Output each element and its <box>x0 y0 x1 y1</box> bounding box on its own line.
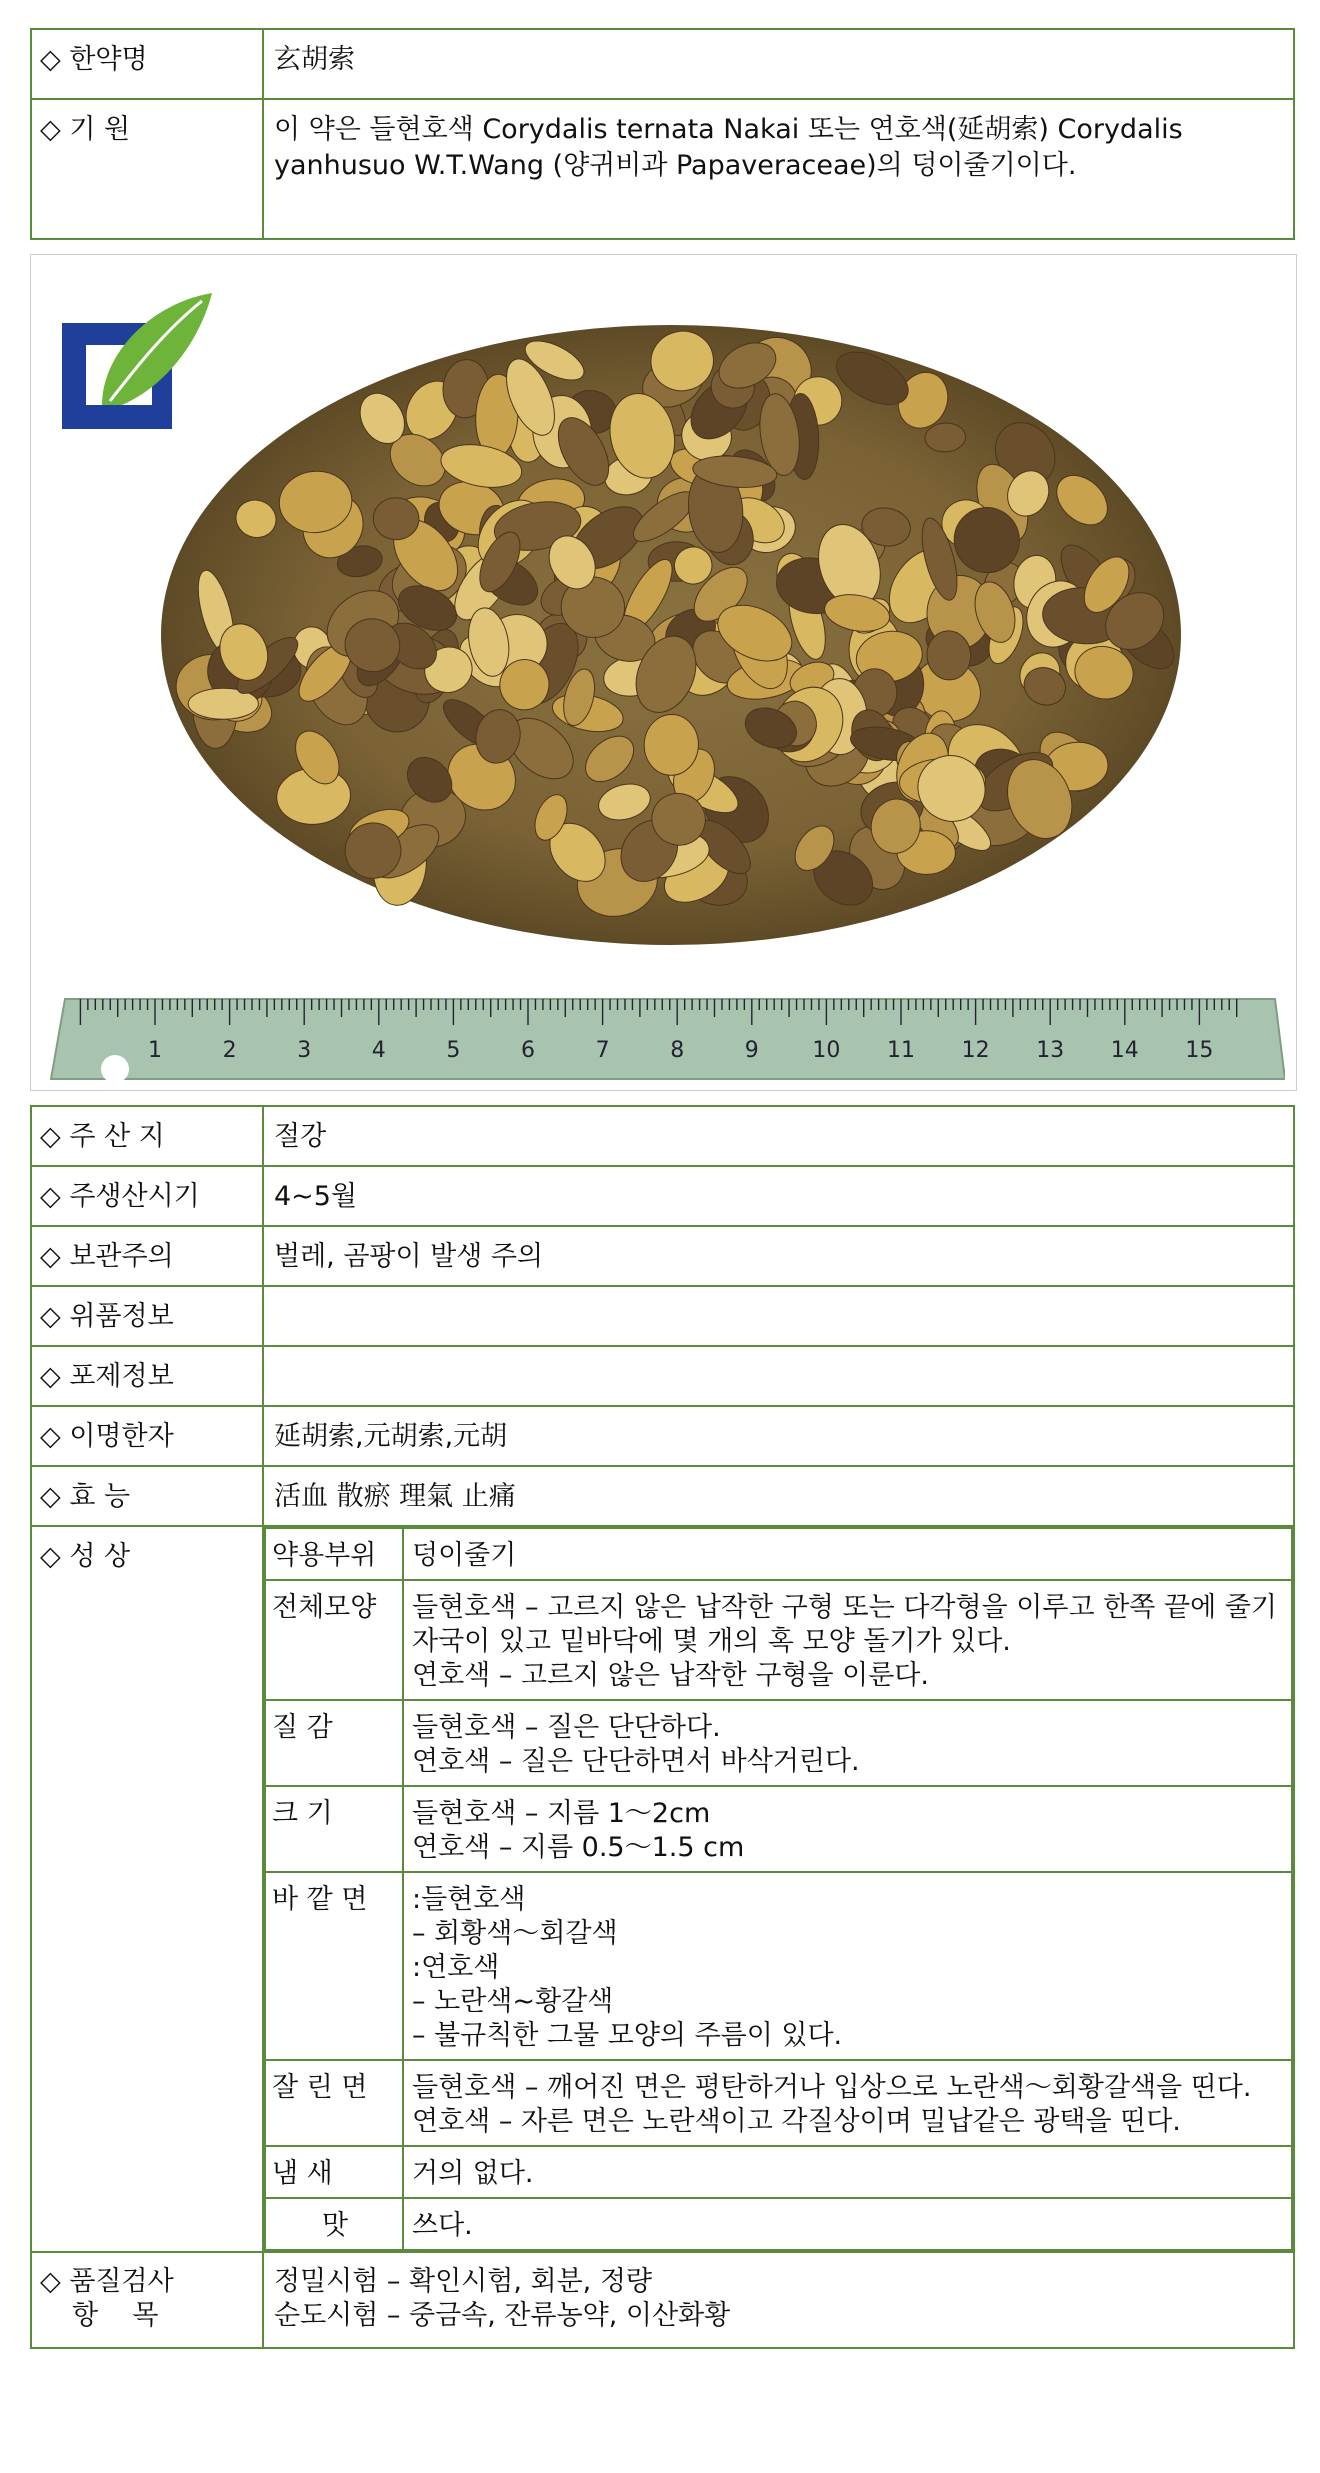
property-row <box>265 2060 1292 2146</box>
property-line: :들현호색 <box>412 1884 526 1915</box>
quality-label-line1: ◇ 품질검사 <box>40 2266 174 2297</box>
herb-name-value: 玄胡索 <box>263 29 1294 99</box>
ruler-number: 10 <box>812 1038 841 1063</box>
property-cell <box>263 1526 1294 2252</box>
property-row <box>265 1528 1292 1580</box>
property-line: 연호색 – 질은 단단하면서 바삭거린다. <box>412 1746 860 1777</box>
property-row-label: 전체모양 <box>265 1580 403 1700</box>
info-row <box>31 1106 1294 1166</box>
info-row <box>31 1406 1294 1466</box>
info-row-label: ◇ 주생산시기 <box>31 1166 263 1226</box>
property-line: 들현호색 – 고르지 않은 납작한 구형 또는 다각형을 이루고 한쪽 끝에 줄기자국이 있고 밑바닥에 몇 개의 혹 모양 돌기가 있다. <box>412 1592 1277 1657</box>
property-row-value <box>403 1580 1292 1700</box>
property-line: 들현호색 – 깨어진 면은 평탄하거나 입상으로 노란색～회황갈색을 띤다. <box>412 2072 1252 2103</box>
info-row-value: 벌레, 곰팡이 발생 주의 <box>263 1226 1294 1286</box>
info-row-label: ◇ 위품정보 <box>31 1286 263 1346</box>
property-line: 들현호색 – 지름 1～2cm <box>412 1798 711 1829</box>
ruler-number: 1 <box>148 1038 162 1063</box>
ruler-number: 6 <box>521 1038 535 1063</box>
property-line: 쓰다. <box>412 2210 473 2241</box>
ruler-number: 3 <box>297 1038 312 1063</box>
info-row <box>31 1286 1294 1346</box>
quality-line-2: 순도시험 – 중금속, 잔류농약, 이산화황 <box>274 2300 731 2331</box>
property-line: 연호색 – 자른 면은 노란색이고 각질상이며 밀납같은 광택을 띤다. <box>412 2106 1181 2137</box>
info-row-label: ◇ 효 능 <box>31 1466 263 1526</box>
property-line: 들현호색 – 질은 단단하다. <box>412 1712 721 1743</box>
ruler-number: 5 <box>446 1038 461 1063</box>
info-row-value: 4~5월 <box>263 1166 1294 1226</box>
property-line: – 불규칙한 그물 모양의 주름이 있다. <box>412 2020 843 2051</box>
property-line: :연호색 <box>412 1952 500 1983</box>
property-line: 연호색 – 지름 0.5～1.5 cm <box>412 1832 745 1863</box>
info-row <box>31 1226 1294 1286</box>
measuring-ruler <box>45 995 1285 1081</box>
property-line: – 노란색~황갈색 <box>412 1986 614 2017</box>
property-row-value <box>403 2146 1292 2198</box>
info-row <box>31 1166 1294 1226</box>
property-row-label: 냄 새 <box>265 2146 403 2198</box>
herb-photo <box>30 254 1297 1091</box>
ruler-number: 14 <box>1110 1038 1139 1063</box>
property-line: – 회황색～회갈색 <box>412 1918 618 1949</box>
ruler-number: 15 <box>1185 1038 1214 1063</box>
property-line: 연호색 – 고르지 않은 납작한 구형을 이룬다. <box>412 1660 929 1691</box>
origin-value: 이 약은 들현호색 Corydalis ternata Nakai 또는 연호색(延胡索) Corydalis yanhusuo W.T.Wang (양귀비과 Papaveraceae)의 덩이줄기이다. <box>263 99 1294 239</box>
header-table <box>30 28 1295 240</box>
ruler-number: 2 <box>222 1038 237 1063</box>
info-row-value <box>263 1346 1294 1406</box>
info-row-label: ◇ 이명한자 <box>31 1406 263 1466</box>
property-row <box>265 1786 1292 1872</box>
property-row-label: 바 깥 면 <box>265 1872 403 2060</box>
property-row-value <box>403 2198 1292 2250</box>
ruler-number: 13 <box>1036 1038 1065 1063</box>
ruler-number: 7 <box>595 1038 610 1063</box>
info-row-label: ◇ 보관주의 <box>31 1226 263 1286</box>
ruler-number: 9 <box>744 1038 759 1063</box>
quality-label <box>31 2252 263 2348</box>
property-subtable <box>264 1527 1293 2251</box>
property-row-label: 질 감 <box>265 1700 403 1786</box>
info-row-label: ◇ 포제정보 <box>31 1346 263 1406</box>
property-row-label: 크 기 <box>265 1786 403 1872</box>
property-row-value <box>403 1700 1292 1786</box>
info-row-value: 活血 散瘀 理氣 止痛 <box>263 1466 1294 1526</box>
quality-line-1: 정밀시험 – 확인시험, 회분, 정량 <box>274 2266 652 2297</box>
property-line: 거의 없다. <box>412 2158 534 2189</box>
property-label: ◇ 성 상 <box>31 1526 263 2252</box>
info-row-value: 절강 <box>263 1106 1294 1166</box>
quality-label-line2: 항 목 <box>72 2300 159 2331</box>
property-row <box>265 2146 1292 2198</box>
property-row-value <box>403 1872 1292 2060</box>
logo-icon <box>62 293 212 429</box>
property-row <box>265 2198 1292 2250</box>
herb-monograph <box>30 28 1295 2349</box>
ruler-number: 12 <box>961 1038 990 1063</box>
ruler-number: 8 <box>670 1038 685 1063</box>
detail-table <box>30 1105 1295 2349</box>
herb-name-label: ◇ 한약명 <box>31 29 263 99</box>
property-row <box>265 1700 1292 1786</box>
info-row-label: ◇ 주 산 지 <box>31 1106 263 1166</box>
property-row-value <box>403 1528 1292 1580</box>
info-row <box>31 1466 1294 1526</box>
info-row-value <box>263 1286 1294 1346</box>
property-row-label: 약용부위 <box>265 1528 403 1580</box>
property-row-value <box>403 1786 1292 1872</box>
corydalis-tubers-image <box>131 285 1211 985</box>
property-line: 덩이줄기 <box>412 1540 517 1571</box>
info-row-value: 延胡索,元胡索,元胡 <box>263 1406 1294 1466</box>
info-row <box>31 1346 1294 1406</box>
property-row <box>265 1580 1292 1700</box>
property-row-label: 맛 <box>265 2198 403 2250</box>
property-row <box>265 1872 1292 2060</box>
ruler-number: 4 <box>371 1038 386 1063</box>
quality-value <box>263 2252 1294 2348</box>
property-row-value <box>403 2060 1292 2146</box>
origin-label: ◇ 기 원 <box>31 99 263 239</box>
property-row-label: 잘 린 면 <box>265 2060 403 2146</box>
ruler-number: 11 <box>887 1038 915 1063</box>
